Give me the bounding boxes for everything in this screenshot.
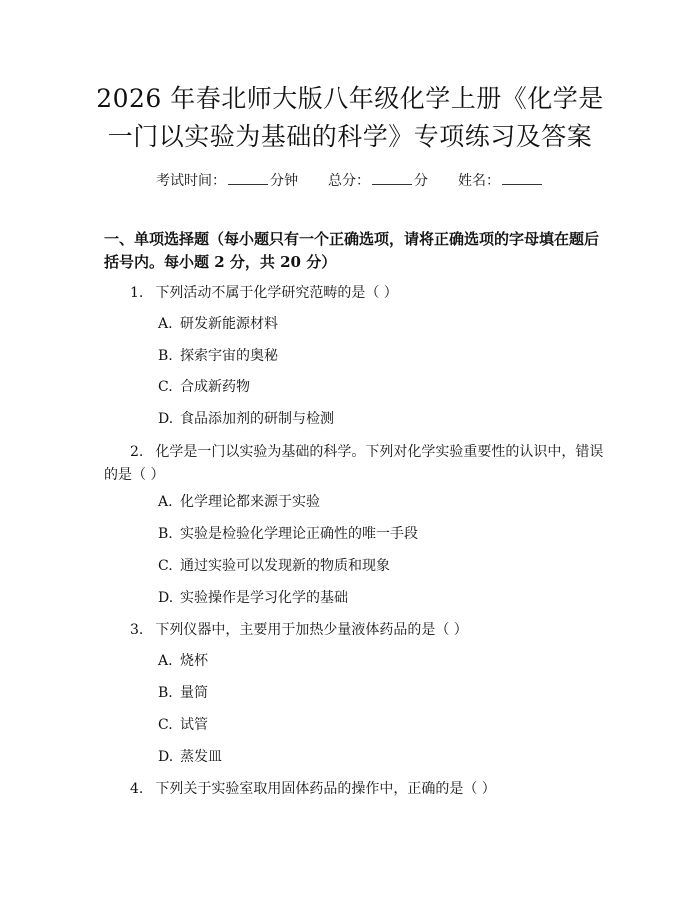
option-text: 探索宇宙的奥秘 [180, 348, 278, 364]
question-4-number: 4. [130, 781, 144, 797]
question-2-number: 2. [130, 444, 144, 460]
option-letter: D. [158, 411, 174, 427]
option-text: 烧杯 [180, 653, 208, 669]
question-3-option-a [158, 651, 598, 671]
question-1-stem [104, 282, 604, 305]
option-text: 通过实验可以发现新的物质和现象 [180, 558, 390, 574]
option-text: 试管 [180, 717, 208, 733]
option-letter: B. [158, 685, 173, 701]
document-title-line-1: 2026 年春北师大版八年级化学上册《化学是 [96, 84, 604, 113]
question-4-stem [104, 778, 604, 801]
option-text: 研发新能源材料 [180, 316, 278, 332]
question-2-text: 化学是一门以实验为基础的科学。下列对化学实验重要性的认识中，错误的是（ ） [104, 444, 604, 483]
exam-time-field [156, 170, 298, 191]
option-letter: A. [158, 494, 173, 510]
option-letter: C. [158, 558, 173, 574]
option-letter: B. [158, 348, 173, 364]
question-1-option-d [158, 409, 598, 429]
exam-time-blank [228, 170, 268, 185]
option-letter: A. [158, 653, 173, 669]
question-1-number: 1. [130, 285, 144, 301]
question-1-option-c [158, 377, 598, 397]
exam-time-label: 考试时间： [156, 173, 226, 189]
exam-time-unit: 分钟 [270, 173, 298, 189]
option-text: 量筒 [180, 685, 208, 701]
question-2-option-d [158, 588, 598, 608]
option-letter: D. [158, 590, 174, 606]
option-text: 合成新药物 [180, 379, 250, 395]
total-score-blank [372, 170, 412, 185]
total-score-field [328, 170, 428, 191]
option-text: 实验操作是学习化学的基础 [180, 590, 348, 606]
student-name-label: 姓名： [458, 173, 500, 189]
option-letter: C. [158, 379, 173, 395]
section-heading: 一、单项选择题（每小题只有一个正确选项，请将正确选项的字母填在题后括号内。每小题 2 分，共 20 分） [104, 230, 600, 271]
question-2-option-b [158, 524, 598, 544]
option-letter: C. [158, 717, 173, 733]
document-title-line-2: 一门以实验为基础的科学》专项练习及答案 [107, 122, 593, 151]
option-text: 食品添加剂的研制与检测 [180, 411, 334, 427]
option-letter: D. [158, 749, 174, 765]
question-3-number: 3. [130, 622, 144, 638]
student-name-field [458, 170, 544, 191]
total-score-unit: 分 [414, 173, 428, 189]
question-3-stem [104, 619, 604, 642]
total-score-label: 总分： [328, 173, 370, 189]
question-3-option-b [158, 683, 598, 703]
option-letter: B. [158, 526, 173, 542]
option-text: 实验是检验化学理论正确性的唯一手段 [180, 526, 418, 542]
option-text: 化学理论都来源于实验 [180, 494, 320, 510]
option-letter: A. [158, 316, 173, 332]
option-text: 蒸发皿 [180, 749, 222, 765]
question-4-text: 下列关于实验室取用固体药品的操作中，正确的是（ ） [155, 781, 496, 797]
question-2-stem [104, 441, 604, 487]
question-2-option-c [158, 556, 598, 576]
question-2-option-a [158, 492, 598, 512]
question-3-option-c [158, 715, 598, 735]
question-3-text: 下列仪器中，主要用于加热少量液体药品的是（ ） [155, 622, 468, 638]
question-1-option-a [158, 314, 598, 334]
exam-info-row [0, 170, 700, 191]
student-name-blank [502, 170, 542, 185]
question-1-option-b [158, 346, 598, 366]
question-1-text: 下列活动不属于化学研究范畴的是（ ） [155, 285, 398, 301]
question-3-option-d [158, 747, 598, 767]
